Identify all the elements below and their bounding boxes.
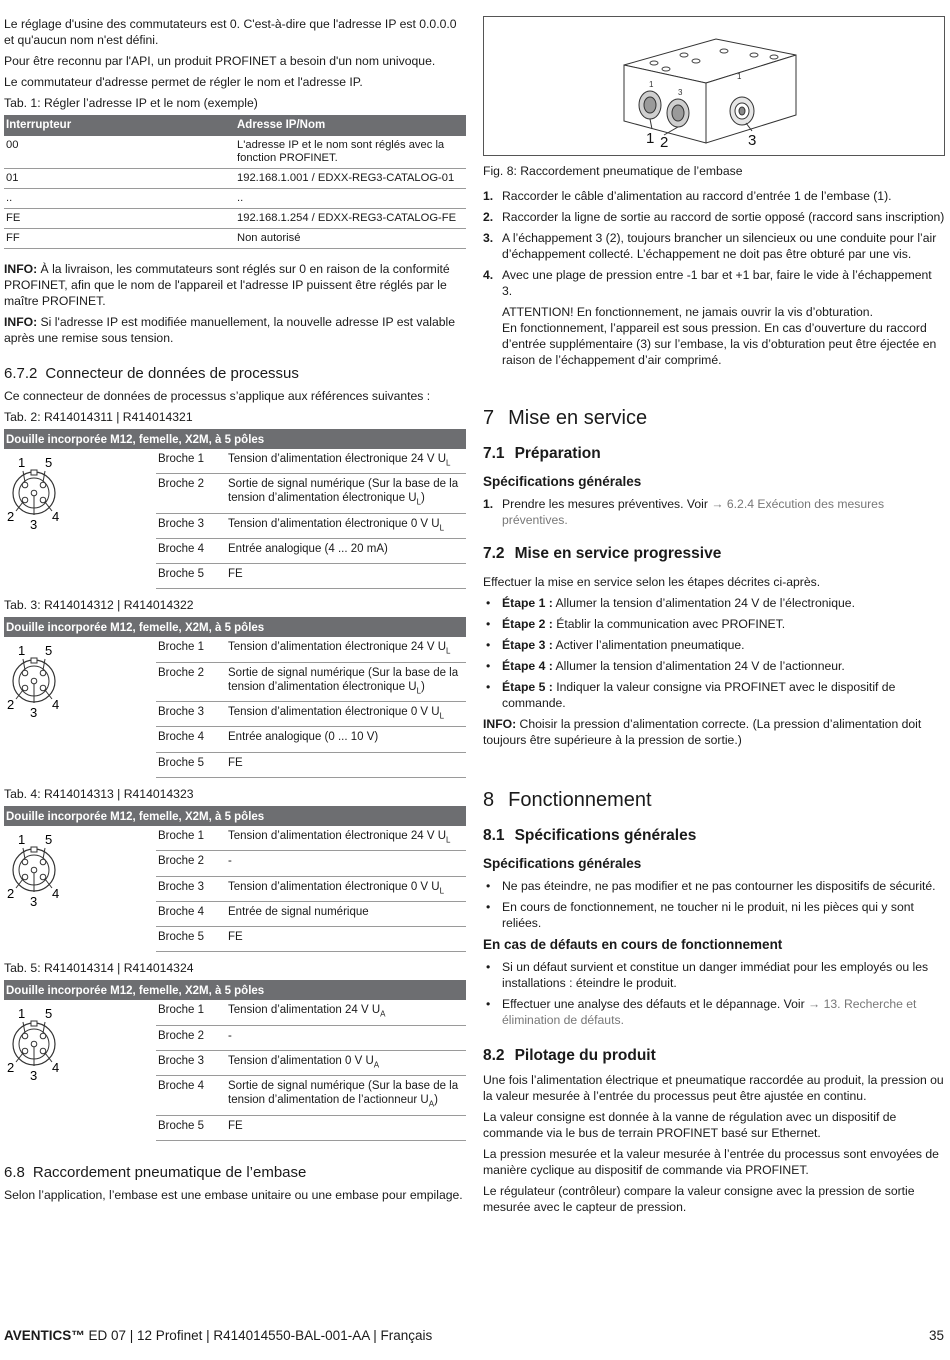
step-label: Étape 2 : [502,617,553,631]
step-number: 1. [483,189,494,203]
pin-function [226,702,466,727]
table-row [156,702,466,727]
pin-number: 4 [52,885,60,901]
m12-connector-icon [4,637,74,727]
step-text: Allumer la tension d’alimentation 24 V de l’actionneur. [552,659,845,673]
step-text: Raccorder la ligne de sortie au raccord de sortie opposé (raccord sans inscription) [502,210,945,224]
pin-number: 1 [18,643,26,659]
section-8-1-heading [483,826,945,846]
pin-number: 2 [7,1060,15,1076]
section-number: 7.1 [483,445,505,462]
section-8-2-paragraph: Le régulateur (contrôleur) compare la valeur consigne avec la pression de sortie mesurée avec le capteur de pression. [483,1184,915,1214]
pin-number: 5 [45,831,53,847]
function-text: - [228,1029,232,1042]
left-column [4,16,466,1208]
cell: 00 [4,136,235,169]
chapter-title: Fonctionnement [508,789,652,811]
attention-line: En fonctionnement, ne jamais ouvrir la vis d’obturation. [573,305,873,319]
port-label-3: 3 [678,88,683,97]
table-row [156,927,466,952]
pin-number: 4 [52,1060,60,1076]
table-row [156,876,466,901]
pin-number: 5 [45,643,53,659]
pin-number: 5 [45,1006,53,1022]
info-label: INFO: [4,262,38,276]
port-label-1: 1 [649,80,654,89]
pin-body [4,449,466,589]
step-text: Activer l’alimentation pneumatique. [552,638,745,652]
section-number: 8.2 [483,1047,505,1064]
list-item [483,679,945,711]
section-number: 7.2 [483,545,505,562]
list-item [483,616,945,632]
right-column [483,16,945,1220]
list-item: • Si un défaut survient et constitue un danger immédiat pour les employés ou les installations : éteindre le produit. [483,959,945,991]
pin-number: 4 [52,697,60,713]
table-row [156,1000,466,1025]
connector-diagram [4,449,156,549]
function-text: Tension d’alimentation électronique 24 V U [228,453,446,465]
pin-number: 2 [7,697,15,713]
pin-name: Broche 5 [156,752,226,777]
cell: .. [4,189,235,209]
function-text: - [228,855,232,868]
table-row [156,1051,466,1076]
prep-steps [483,496,945,528]
function-text: Entrée analogique (4 ... 20 mA) [228,542,388,555]
table-row [156,538,466,563]
socket-header: Douille incorporée M12, femelle, X2M, à 5 pôles [4,617,466,637]
table-row [156,1115,466,1140]
section-8-2-paragraph: Une fois l’alimentation électrique et pneumatique raccordée au produit, la pression ou la valeur mesurée à l’entrée du processus peut être ajustée en continu. [483,1073,944,1103]
footer-doc-info [4,1328,432,1344]
list-item [483,658,945,674]
page-footer [4,1328,944,1344]
pin-number: 1 [18,831,26,847]
pin-tables [4,409,466,1141]
socket-header: Douille incorporée M12, femelle, X2M, à 5 pôles [4,806,466,826]
table-row [156,637,466,662]
pin-table [156,449,466,589]
table-row [4,169,466,189]
function-text: FE [228,568,243,581]
table-caption: Tab. 3: R414014312 | R414014322 [4,598,194,613]
subscript: L [416,686,422,696]
table-row [156,513,466,538]
commissioning-steps [483,595,945,711]
step-text: Raccorder le câble d’alimentation au raccord d’entrée 1 de l’embase (1). [502,189,892,203]
pin-body [4,1000,466,1140]
pin-function [226,538,466,563]
pin-number: 4 [52,509,60,524]
page-number: 35 [928,1328,944,1343]
pin-number: 3 [30,893,38,909]
pin-function [226,1051,466,1076]
pin-name: Broche 3 [156,702,226,727]
pin-name: Broche 1 [156,826,226,851]
section-number: 6.7.2 [4,365,38,382]
pin-name: Broche 2 [156,851,226,876]
pin-name: Broche 2 [156,662,226,701]
m12-connector-icon [4,449,74,539]
subscript: L [439,711,445,721]
list-item [483,996,945,1028]
pin-name: Broche 3 [156,876,226,901]
pin-function [226,513,466,538]
fault-subheading: En cas de défauts en cours de fonctionnement [483,937,783,952]
info-text: À la livraison, les commutateurs sont réglés sur 0 en raison de la conformité PROFINET, afin que le nom de l'appareil et l'adresse IP puissent être réglés par le maître PROFINET. [4,262,450,308]
info-label: INFO: [483,717,517,731]
callout-2: 2 [660,134,669,151]
list-item [483,188,945,204]
section-8-2-heading [483,1046,945,1066]
step-text: A l’échappement 3 (2), toujours brancher un silencieux ou une conduite pour l’air d’échappement collecté. L’échappement ne doit pas être obturé par une vis. [502,231,937,261]
pin-assignment-block [4,597,466,777]
attention-label: ATTENTION! [502,305,574,319]
section-7-1-subheading: Spécifications générales [483,474,642,489]
pin-name: Broche 5 [156,927,226,952]
table-row [4,136,466,169]
function-text: Tension d’alimentation électronique 24 V U [228,641,446,654]
cell: FE [4,209,235,229]
function-text: FE [228,1119,243,1132]
pin-name: Broche 5 [156,1115,226,1140]
step-label: Étape 4 : [502,659,553,673]
list-item [483,595,945,611]
subscript: A [380,1009,386,1019]
function-text: FE [228,931,243,944]
subscript: L [446,646,451,656]
step-number: 4. [483,268,494,282]
port-label-1b: 1 [737,72,742,81]
pin-body [4,637,466,777]
section-8-2-paragraph: La pression mesurée et la valeur mesurée à l’entrée du processus sont envoyées de manière cyclique au dispositif de commande via PROFINET. [483,1147,939,1177]
pin-body [4,826,466,952]
pin-function [226,1076,466,1115]
step-label: Étape 3 : [502,638,553,652]
info-text: Si l'adresse IP est modifiée manuellement, la nouvelle adresse IP est valable après une remise sous tension. [4,315,456,345]
step-number: 1. [483,497,494,511]
table-row [156,662,466,701]
section-number: 8.1 [483,827,505,844]
column-header-ip-name: Adresse IP/Nom [235,115,466,136]
function-text: Tension d’alimentation électronique 0 V U [228,880,440,893]
function-text: Sortie de signal numérique (Sur la base de la tension d’alimentation de l’actionneur U [228,1080,459,1107]
section-8-1-subheading: Spécifications générales [483,856,642,871]
pin-name: Broche 1 [156,637,226,662]
subscript: L [439,885,445,895]
step-text: Prendre les mesures préventives. Voir [502,497,712,511]
section-title: Connecteur de données de processus [45,365,299,382]
cross-reference-link[interactable]: → 13. Recherche et élimination de défauts. [502,997,917,1027]
section-title: Spécifications générales [514,827,697,844]
info-note-1 [4,261,466,309]
pin-function [226,851,466,876]
m12-connector-icon [4,826,74,916]
table-row [156,564,466,589]
cell: 192.168.1.254 / EDXX-REG3-CATALOG-FE [235,209,466,229]
attention-text: En fonctionnement, l’appareil est sous pression. En cas d’ouverture du raccord d’entrée supplémentaire (3) sur l’embase, la vis d’obturation peut être éjectée en raison de l’échappement d’air comprimé. [502,321,937,367]
fault-bullets [483,959,945,1028]
pin-function [226,637,466,662]
list-item [483,496,945,528]
pin-function [226,662,466,701]
function-text: Tension d’alimentation électronique 0 V U [228,517,440,530]
pin-number: 3 [30,705,38,721]
step-text: Avec une plage de pression entre -1 bar et +1 bar, faire le vide à l’échappement 3. [502,268,932,298]
pin-table [156,826,466,952]
pin-function [226,564,466,589]
m12-connector-icon [4,1000,74,1090]
pin-assignment-block [4,786,466,952]
function-text: Tension d’alimentation 24 V U [228,1004,381,1017]
info-note-2 [4,314,466,346]
chapter-number: 7 [483,407,495,429]
socket-header: Douille incorporée M12, femelle, X2M, à 5 pôles [4,429,466,449]
section-6-7-2-heading [4,364,466,384]
section-number: 6.8 [4,1163,25,1181]
list-item: • Ne pas éteindre, ne pas modifier et ne pas contourner les dispositifs de sécurité. [483,878,945,894]
pin-function [226,876,466,901]
table-row [156,826,466,851]
callout-1: 1 [646,130,655,147]
cell: 01 [4,169,235,189]
step-number: 2. [483,210,494,224]
section-6-7-2-intro: Ce connecteur de données de processus s’applique aux références suivantes : [4,389,431,403]
subscript: L [416,497,422,507]
list-item [483,209,945,225]
connector-diagram [4,826,156,926]
pin-function [226,752,466,777]
cell: .. [235,189,466,209]
pin-name: Broche 1 [156,1000,226,1025]
pin-number: 2 [7,509,15,524]
list-item [483,637,945,653]
step-label: Étape 5 : [502,680,553,694]
pin-function [226,449,466,474]
table-row [156,1025,466,1050]
function-text: Entrée analogique (0 ... 10 V) [228,731,379,744]
step-text: Indiquer la valeur consigne via PROFINET avec le dispositif de commande. [502,680,896,710]
cell: FF [4,229,235,249]
pin-name: Broche 4 [156,1076,226,1115]
table-caption: Tab. 4: R414014313 | R414014323 [4,786,194,801]
chapter-title: Mise en service [508,407,648,429]
pin-number: 5 [45,455,53,470]
section-title: Raccordement pneumatique de l’embase [32,1163,307,1181]
function-text: FE [228,756,243,769]
callout-3: 3 [748,132,757,149]
column-header-switch: Interrupteur [4,115,235,136]
pin-function [226,927,466,952]
section-6-8-heading [4,1163,466,1183]
pin-assignment-block [4,409,466,589]
pin-name: Broche 2 [156,1025,226,1050]
pin-number: 1 [18,1006,26,1022]
function-text: Tension d’alimentation électronique 0 V U [228,706,440,719]
figure-caption: Fig. 8: Raccordement pneumatique de l’embase [483,164,743,178]
section-8-2-paragraph: La valeur consigne est donnée à la vanne de régulation avec un dispositif de commande via le bus de terrain PROFINET basé sur Ethernet. [483,1110,897,1140]
step-text: Allumer la tension d’alimentation 24 V de l’électronique. [552,596,855,610]
cell: 192.168.1.001 / EDXX-REG3-CATALOG-01 [235,169,466,189]
manifold-figure [483,16,945,156]
pin-table [156,637,466,777]
chapter-number: 8 [483,789,495,811]
pin-function [226,826,466,851]
section-7-1-heading [483,444,945,464]
subscript: L [446,458,451,468]
pin-function [226,727,466,752]
pin-function [226,474,466,513]
subscript: A [428,1099,435,1109]
list-item: • En cours de fonctionnement, ne toucher ni le produit, ni les pièces qui y sont reliées. [483,899,945,931]
pin-name: Broche 3 [156,513,226,538]
info-label: INFO: [4,315,38,329]
step-text: Établir la communication avec PROFINET. [552,617,786,631]
list-item [483,230,945,262]
intro-paragraph-2: Pour être reconnu par l'API, un produit PROFINET a besoin d'un nom univoque. [4,54,436,68]
pin-name: Broche 4 [156,538,226,563]
pin-name: Broche 1 [156,449,226,474]
table-row [156,901,466,926]
function-suffix: ) [421,680,425,693]
brand-name: AVENTICS™ [4,1328,85,1343]
pin-name: Broche 5 [156,564,226,589]
table-row [156,1076,466,1115]
table-row [156,727,466,752]
pin-name: Broche 4 [156,901,226,926]
manifold-illustration [484,17,944,155]
bullet-text: Effectuer une analyse des défauts et le dépannage. Voir [502,997,809,1011]
table-row [4,189,466,209]
table-row [156,474,466,513]
pin-assignment-block [4,960,466,1140]
connector-diagram [4,1000,156,1100]
table-caption: Tab. 5: R414014314 | R414014324 [4,961,194,976]
cross-reference-link[interactable]: → 6.2.4 Exécution des mesures préventives. [502,497,885,527]
table-row [4,209,466,229]
section-6-8-text: Selon l’application, l’embase est une embase unitaire ou une embase pour empilage. [4,1187,463,1202]
step-label: Étape 1 : [502,596,553,610]
document-id: ED 07 | 12 Profinet | R414014550-BAL-001-AA | Français [84,1328,433,1343]
pin-name: Broche 3 [156,1051,226,1076]
function-text: Tension d’alimentation 0 V U [228,1055,374,1068]
pin-function [226,1025,466,1050]
connector-diagram [4,637,156,737]
pin-function [226,1000,466,1025]
pin-number: 2 [7,885,15,901]
socket-header: Douille incorporée M12, femelle, X2M, à 5 pôles [4,980,466,1000]
function-suffix: ) [434,1094,438,1107]
table-caption: Tab. 2: R414014311 | R414014321 [4,410,193,424]
pin-table [156,1000,466,1140]
section-7-2-heading [483,544,945,564]
cell: L'adresse IP et le nom sont réglés avec la fonction PROFINET. [235,136,466,169]
chapter-8-heading [483,788,945,812]
table-row [156,449,466,474]
section-7-2-info [483,716,945,748]
intro-paragraph-1: Le réglage d'usine des commutateurs est 0. C'est-à-dire que l'adresse IP est 0.0.0.0 et qu'aucun nom n'est défini. [4,17,457,47]
safety-bullets [483,878,945,931]
pin-number: 1 [18,455,26,470]
pin-number: 3 [30,517,38,532]
list-item [483,267,945,299]
table-row [156,752,466,777]
info-text: Choisir la pression d’alimentation correcte. (La pression d’alimentation doit toujours être supérieure à la pression de sortie.) [483,717,922,747]
cell: Non autorisé [235,229,466,249]
pin-number: 3 [30,1068,38,1084]
section-title: Pilotage du produit [514,1047,656,1064]
chapter-7-heading [483,406,945,430]
subscript: L [446,835,451,845]
attention-note [483,304,945,368]
pin-function [226,1115,466,1140]
table-row [156,851,466,876]
pin-function [226,901,466,926]
subscript: L [439,522,445,532]
function-text: Entrée de signal numérique [228,905,369,918]
intro-paragraph-3: Le commutateur d'adresse permet de régler le nom et l'adresse IP. [4,75,363,89]
table-row [4,229,466,249]
subscript: A [373,1060,380,1070]
pin-name: Broche 2 [156,474,226,513]
step-number: 3. [483,231,494,245]
table-1-caption: Tab. 1: Régler l’adresse IP et le nom (exemple) [4,96,258,110]
function-suffix: ) [421,492,425,505]
pin-name: Broche 4 [156,727,226,752]
section-title: Préparation [514,445,601,462]
address-switch-table [4,115,466,249]
function-text: Sortie de signal numérique (Sur la base de la tension d’alimentation électronique U [228,478,459,505]
section-7-2-intro: Effectuer la mise en service selon les étapes décrites ci-après. [483,575,821,589]
section-title: Mise en service progressive [514,545,722,562]
function-text: Tension d’alimentation électronique 24 V U [228,829,446,842]
pneumatic-steps [483,188,945,299]
function-text: Sortie de signal numérique (Sur la base de la tension d’alimentation électronique U [228,666,459,693]
